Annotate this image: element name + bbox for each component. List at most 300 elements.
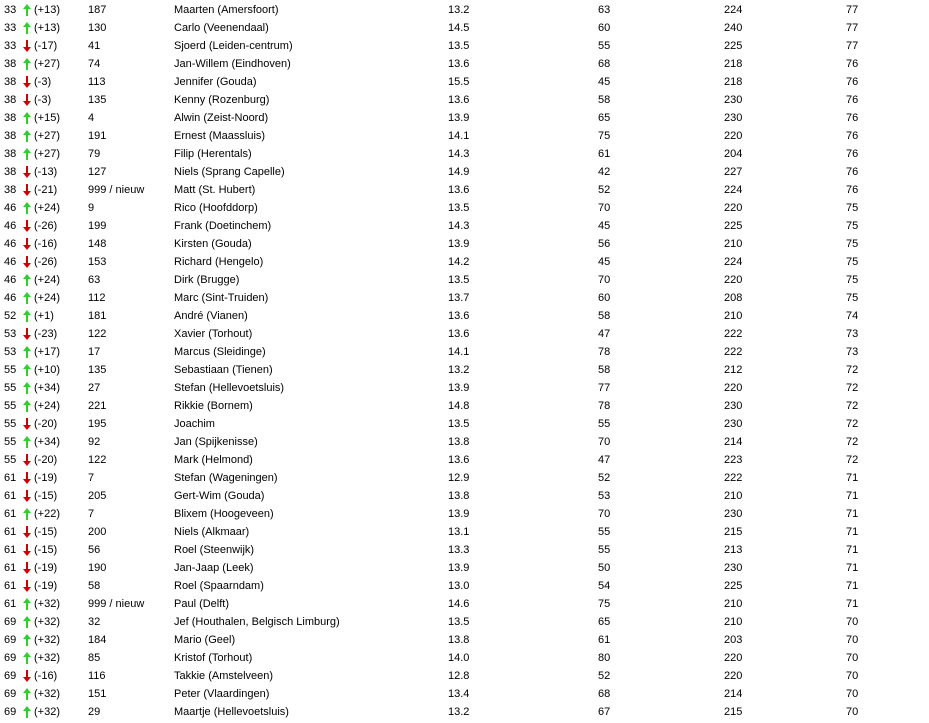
value-3: 220 <box>724 130 743 142</box>
value-3: 213 <box>724 544 743 556</box>
value-1: 14.9 <box>448 166 470 178</box>
arrow-down-icon <box>22 489 32 503</box>
rank-change: (+32) <box>34 598 60 610</box>
value-1: 13.5 <box>448 616 470 628</box>
value-4: 73 <box>846 328 859 340</box>
ranking-table-body <box>0 1 929 721</box>
rank-change: (+24) <box>34 274 60 286</box>
rank-change: (+10) <box>34 364 60 376</box>
value-4: 70 <box>846 706 859 718</box>
arrow-up-icon <box>22 399 32 413</box>
value-4: 71 <box>846 580 859 592</box>
previous-id: 7 <box>88 508 95 520</box>
rank-change: (-15) <box>34 544 58 556</box>
value-1: 12.9 <box>448 472 470 484</box>
value-3: 224 <box>724 4 743 16</box>
table-row <box>0 91 929 109</box>
value-2: 52 <box>598 184 611 196</box>
value-2: 60 <box>598 292 611 304</box>
value-2: 65 <box>598 616 611 628</box>
value-3: 227 <box>724 166 743 178</box>
value-3: 224 <box>724 184 743 196</box>
table-row <box>0 379 929 397</box>
arrow-up-icon <box>22 291 32 305</box>
value-2: 58 <box>598 364 611 376</box>
value-2: 52 <box>598 670 611 682</box>
rank-value: 61 <box>4 526 17 538</box>
player-name: Frank (Doetinchem) <box>174 220 272 232</box>
player-name: Kristof (Torhout) <box>174 652 253 664</box>
table-row <box>0 451 929 469</box>
value-4: 75 <box>846 274 859 286</box>
value-3: 204 <box>724 148 743 160</box>
previous-id: 7 <box>88 472 95 484</box>
previous-id: 181 <box>88 310 107 322</box>
rank-change: (+24) <box>34 400 60 412</box>
player-name: Filip (Herentals) <box>174 148 252 160</box>
value-2: 75 <box>598 130 611 142</box>
value-4: 71 <box>846 598 859 610</box>
table-row <box>0 55 929 73</box>
rank-change: (-15) <box>34 490 58 502</box>
previous-id: 41 <box>88 40 101 52</box>
value-4: 77 <box>846 4 859 16</box>
value-1: 14.1 <box>448 130 470 142</box>
value-4: 71 <box>846 490 859 502</box>
previous-id: 127 <box>88 166 107 178</box>
value-3: 225 <box>724 220 743 232</box>
player-name: Gert-Wim (Gouda) <box>174 490 265 502</box>
value-1: 14.6 <box>448 598 470 610</box>
rank-value: 46 <box>4 202 17 214</box>
previous-id: 122 <box>88 328 107 340</box>
rank-change: (-19) <box>34 472 58 484</box>
value-2: 50 <box>598 562 611 574</box>
rank-change: (-13) <box>34 166 58 178</box>
value-2: 78 <box>598 400 611 412</box>
arrow-up-icon <box>22 129 32 143</box>
arrow-down-icon <box>22 237 32 251</box>
arrow-down-icon <box>22 543 32 557</box>
value-2: 58 <box>598 310 611 322</box>
value-4: 71 <box>846 544 859 556</box>
value-4: 72 <box>846 364 859 376</box>
rank-value: 69 <box>4 688 17 700</box>
player-name: Jan-Jaap (Leek) <box>174 562 254 574</box>
arrow-up-icon <box>22 381 32 395</box>
previous-id: 205 <box>88 490 107 502</box>
value-3: 215 <box>724 706 743 718</box>
rank-change: (+32) <box>34 688 60 700</box>
value-2: 45 <box>598 256 611 268</box>
value-2: 61 <box>598 148 611 160</box>
table-row <box>0 307 929 325</box>
rank-change: (-21) <box>34 184 58 196</box>
value-3: 230 <box>724 112 743 124</box>
rank-value: 55 <box>4 436 17 448</box>
value-2: 55 <box>598 544 611 556</box>
table-row <box>0 649 929 667</box>
table-row <box>0 523 929 541</box>
value-2: 56 <box>598 238 611 250</box>
rank-value: 69 <box>4 670 17 682</box>
rank-value: 55 <box>4 418 17 430</box>
value-2: 45 <box>598 76 611 88</box>
rank-value: 46 <box>4 256 17 268</box>
table-row <box>0 577 929 595</box>
player-name: Mario (Geel) <box>174 634 236 646</box>
rank-value: 69 <box>4 652 17 664</box>
previous-id: 112 <box>88 292 106 304</box>
table-row <box>0 559 929 577</box>
arrow-up-icon <box>22 3 32 17</box>
arrow-up-icon <box>22 111 32 125</box>
previous-id: 17 <box>88 346 101 358</box>
table-row <box>0 469 929 487</box>
player-name: Carlo (Veenendaal) <box>174 22 269 34</box>
table-row <box>0 505 929 523</box>
rank-change: (+34) <box>34 382 60 394</box>
value-3: 203 <box>724 634 743 646</box>
rank-change: (+34) <box>34 436 60 448</box>
arrow-up-icon <box>22 687 32 701</box>
value-3: 210 <box>724 310 743 322</box>
player-name: Jef (Houthalen, Belgisch Limburg) <box>174 616 340 628</box>
rank-value: 38 <box>4 94 17 106</box>
value-1: 13.9 <box>448 238 470 250</box>
table-row <box>0 235 929 253</box>
value-4: 71 <box>846 508 859 520</box>
previous-id: 32 <box>88 616 101 628</box>
value-4: 76 <box>846 94 859 106</box>
value-1: 13.9 <box>448 382 470 394</box>
value-2: 52 <box>598 472 611 484</box>
table-row <box>0 397 929 415</box>
rank-value: 61 <box>4 544 17 556</box>
value-2: 70 <box>598 436 611 448</box>
value-3: 230 <box>724 508 743 520</box>
rank-value: 38 <box>4 184 17 196</box>
value-1: 14.3 <box>448 148 470 160</box>
table-row <box>0 703 929 721</box>
rank-change: (-20) <box>34 454 58 466</box>
value-1: 13.8 <box>448 436 470 448</box>
value-1: 13.2 <box>448 4 470 16</box>
value-1: 14.1 <box>448 346 470 358</box>
value-1: 13.5 <box>448 418 470 430</box>
value-4: 70 <box>846 670 859 682</box>
arrow-down-icon <box>22 255 32 269</box>
player-name: Roel (Steenwijk) <box>174 544 255 556</box>
rank-change: (-3) <box>34 76 52 88</box>
value-4: 70 <box>846 652 859 664</box>
value-1: 13.5 <box>448 202 470 214</box>
table-row <box>0 325 929 343</box>
value-4: 77 <box>846 40 859 52</box>
rank-value: 46 <box>4 292 17 304</box>
arrow-down-icon <box>22 75 32 89</box>
rank-value: 61 <box>4 580 17 592</box>
value-2: 54 <box>598 580 611 592</box>
value-2: 70 <box>598 508 611 520</box>
value-2: 47 <box>598 328 611 340</box>
table-row <box>0 613 929 631</box>
player-name: Matt (St. Hubert) <box>174 184 256 196</box>
rank-value: 33 <box>4 4 17 16</box>
value-4: 75 <box>846 256 859 268</box>
rank-change: (-16) <box>34 670 58 682</box>
value-2: 70 <box>598 202 611 214</box>
value-3: 218 <box>724 76 743 88</box>
previous-id: 187 <box>88 4 107 16</box>
previous-id: 148 <box>88 238 107 250</box>
value-3: 224 <box>724 256 743 268</box>
arrow-up-icon <box>22 57 32 71</box>
value-2: 80 <box>598 652 611 664</box>
value-4: 72 <box>846 400 859 412</box>
value-3: 223 <box>724 454 743 466</box>
player-name: Rikkie (Bornem) <box>174 400 253 412</box>
player-name: Niels (Sprang Capelle) <box>174 166 285 178</box>
value-2: 55 <box>598 526 611 538</box>
value-3: 208 <box>724 292 743 304</box>
value-1: 13.6 <box>448 454 470 466</box>
previous-id: 999 / nieuw <box>88 184 145 196</box>
previous-id: 9 <box>88 202 95 214</box>
previous-id: 199 <box>88 220 107 232</box>
rank-change: (+15) <box>34 112 60 124</box>
player-name: Takkie (Amstelveen) <box>174 670 274 682</box>
player-name: Rico (Hoofddorp) <box>174 202 258 214</box>
value-1: 13.5 <box>448 274 470 286</box>
rank-change: (+27) <box>34 58 60 70</box>
previous-id: 184 <box>88 634 107 646</box>
value-3: 222 <box>724 472 743 484</box>
arrow-down-icon <box>22 165 32 179</box>
value-1: 13.8 <box>448 634 470 646</box>
previous-id: 130 <box>88 22 107 34</box>
rank-value: 38 <box>4 130 17 142</box>
rank-value: 55 <box>4 382 17 394</box>
previous-id: 113 <box>88 76 106 88</box>
arrow-up-icon <box>22 633 32 647</box>
player-name: Ernest (Maassluis) <box>174 130 266 142</box>
table-row <box>0 595 929 613</box>
previous-id: 195 <box>88 418 107 430</box>
table-row <box>0 217 929 235</box>
previous-id: 58 <box>88 580 101 592</box>
rank-value: 61 <box>4 490 17 502</box>
value-4: 75 <box>846 292 859 304</box>
player-name: Peter (Vlaardingen) <box>174 688 270 700</box>
table-row <box>0 487 929 505</box>
player-name: Maartje (Hellevoetsluis) <box>174 706 289 718</box>
rank-value: 61 <box>4 508 17 520</box>
rank-value: 69 <box>4 634 17 646</box>
rank-change: (-3) <box>34 94 52 106</box>
value-3: 220 <box>724 382 743 394</box>
table-row <box>0 19 929 37</box>
rank-value: 61 <box>4 562 17 574</box>
arrow-down-icon <box>22 471 32 485</box>
previous-id: 135 <box>88 94 107 106</box>
player-name: Maarten (Amersfoort) <box>174 4 279 16</box>
value-3: 214 <box>724 436 743 448</box>
value-3: 230 <box>724 418 743 430</box>
value-2: 70 <box>598 274 611 286</box>
value-4: 71 <box>846 472 859 484</box>
value-2: 60 <box>598 22 611 34</box>
rank-value: 38 <box>4 112 17 124</box>
player-name: André (Vianen) <box>174 310 248 322</box>
rank-change: (+24) <box>34 202 60 214</box>
previous-id: 153 <box>88 256 107 268</box>
arrow-up-icon <box>22 147 32 161</box>
arrow-down-icon <box>22 525 32 539</box>
player-name: Richard (Hengelo) <box>174 256 264 268</box>
table-row <box>0 127 929 145</box>
value-2: 77 <box>598 382 611 394</box>
arrow-up-icon <box>22 651 32 665</box>
value-3: 225 <box>724 580 743 592</box>
table-row <box>0 109 929 127</box>
value-1: 13.6 <box>448 328 470 340</box>
value-1: 14.2 <box>448 256 470 268</box>
value-3: 212 <box>724 364 743 376</box>
value-1: 12.8 <box>448 670 470 682</box>
value-3: 220 <box>724 652 743 664</box>
rank-change: (-20) <box>34 418 58 430</box>
previous-id: 116 <box>88 670 106 682</box>
previous-id: 92 <box>88 436 101 448</box>
player-name: Roel (Spaarndam) <box>174 580 264 592</box>
player-name: Kirsten (Gouda) <box>174 238 252 250</box>
previous-id: 85 <box>88 652 101 664</box>
rank-value: 55 <box>4 454 17 466</box>
rank-change: (+17) <box>34 346 60 358</box>
rank-change: (-17) <box>34 40 58 52</box>
value-4: 75 <box>846 202 859 214</box>
rank-value: 69 <box>4 706 17 718</box>
value-1: 13.6 <box>448 58 470 70</box>
value-3: 210 <box>724 238 743 250</box>
player-name: Dirk (Brugge) <box>174 274 240 286</box>
value-2: 78 <box>598 346 611 358</box>
previous-id: 63 <box>88 274 101 286</box>
value-1: 15.5 <box>448 76 470 88</box>
player-name: Jan-Willem (Eindhoven) <box>174 58 291 70</box>
player-name: Niels (Alkmaar) <box>174 526 250 538</box>
value-2: 55 <box>598 40 611 52</box>
arrow-up-icon <box>22 345 32 359</box>
rank-value: 53 <box>4 328 17 340</box>
rank-value: 52 <box>4 310 17 322</box>
value-1: 13.5 <box>448 40 470 52</box>
table-row <box>0 685 929 703</box>
arrow-up-icon <box>22 21 32 35</box>
arrow-down-icon <box>22 183 32 197</box>
rank-change: (+32) <box>34 652 60 664</box>
value-1: 13.0 <box>448 580 470 592</box>
rank-value: 46 <box>4 274 17 286</box>
rank-change: (+27) <box>34 130 60 142</box>
player-name: Stefan (Wageningen) <box>174 472 278 484</box>
arrow-down-icon <box>22 579 32 593</box>
table-row <box>0 343 929 361</box>
value-4: 76 <box>846 166 859 178</box>
arrow-down-icon <box>22 93 32 107</box>
value-2: 68 <box>598 58 611 70</box>
value-4: 72 <box>846 382 859 394</box>
arrow-up-icon <box>22 201 32 215</box>
table-row <box>0 37 929 55</box>
value-4: 76 <box>846 130 859 142</box>
rank-value: 38 <box>4 166 17 178</box>
arrow-down-icon <box>22 453 32 467</box>
previous-id: 56 <box>88 544 101 556</box>
table-row <box>0 433 929 451</box>
value-3: 220 <box>724 202 743 214</box>
arrow-down-icon <box>22 561 32 575</box>
value-4: 76 <box>846 76 859 88</box>
value-3: 222 <box>724 328 743 340</box>
rank-change: (-19) <box>34 562 58 574</box>
value-1: 14.8 <box>448 400 470 412</box>
rank-change: (-26) <box>34 256 58 268</box>
value-2: 68 <box>598 688 611 700</box>
value-1: 13.4 <box>448 688 470 700</box>
previous-id: 151 <box>88 688 107 700</box>
value-4: 74 <box>846 310 859 322</box>
value-2: 65 <box>598 112 611 124</box>
value-4: 73 <box>846 346 859 358</box>
value-3: 218 <box>724 58 743 70</box>
arrow-up-icon <box>22 597 32 611</box>
player-name: Stefan (Hellevoetsluis) <box>174 382 285 394</box>
player-name: Paul (Delft) <box>174 598 230 610</box>
value-3: 215 <box>724 526 743 538</box>
arrow-up-icon <box>22 309 32 323</box>
rank-value: 55 <box>4 400 17 412</box>
rank-change: (-26) <box>34 220 58 232</box>
table-row <box>0 73 929 91</box>
previous-id: 999 / nieuw <box>88 598 145 610</box>
previous-id: 221 <box>88 400 107 412</box>
value-2: 61 <box>598 634 611 646</box>
previous-id: 79 <box>88 148 101 160</box>
value-1: 13.2 <box>448 706 470 718</box>
value-4: 72 <box>846 418 859 430</box>
value-4: 76 <box>846 184 859 196</box>
table-row <box>0 271 929 289</box>
arrow-up-icon <box>22 363 32 377</box>
rank-value: 38 <box>4 58 17 70</box>
rank-value: 61 <box>4 472 17 484</box>
previous-id: 122 <box>88 454 107 466</box>
arrow-up-icon <box>22 705 32 719</box>
value-2: 42 <box>598 166 611 178</box>
rank-value: 55 <box>4 364 17 376</box>
arrow-up-icon <box>22 435 32 449</box>
rank-change: (-15) <box>34 526 58 538</box>
previous-id: 4 <box>88 112 95 124</box>
value-1: 13.7 <box>448 292 470 304</box>
value-3: 240 <box>724 22 743 34</box>
player-name: Blixem (Hoogeveen) <box>174 508 274 520</box>
previous-id: 27 <box>88 382 101 394</box>
table-row <box>0 667 929 685</box>
rank-change: (-23) <box>34 328 58 340</box>
